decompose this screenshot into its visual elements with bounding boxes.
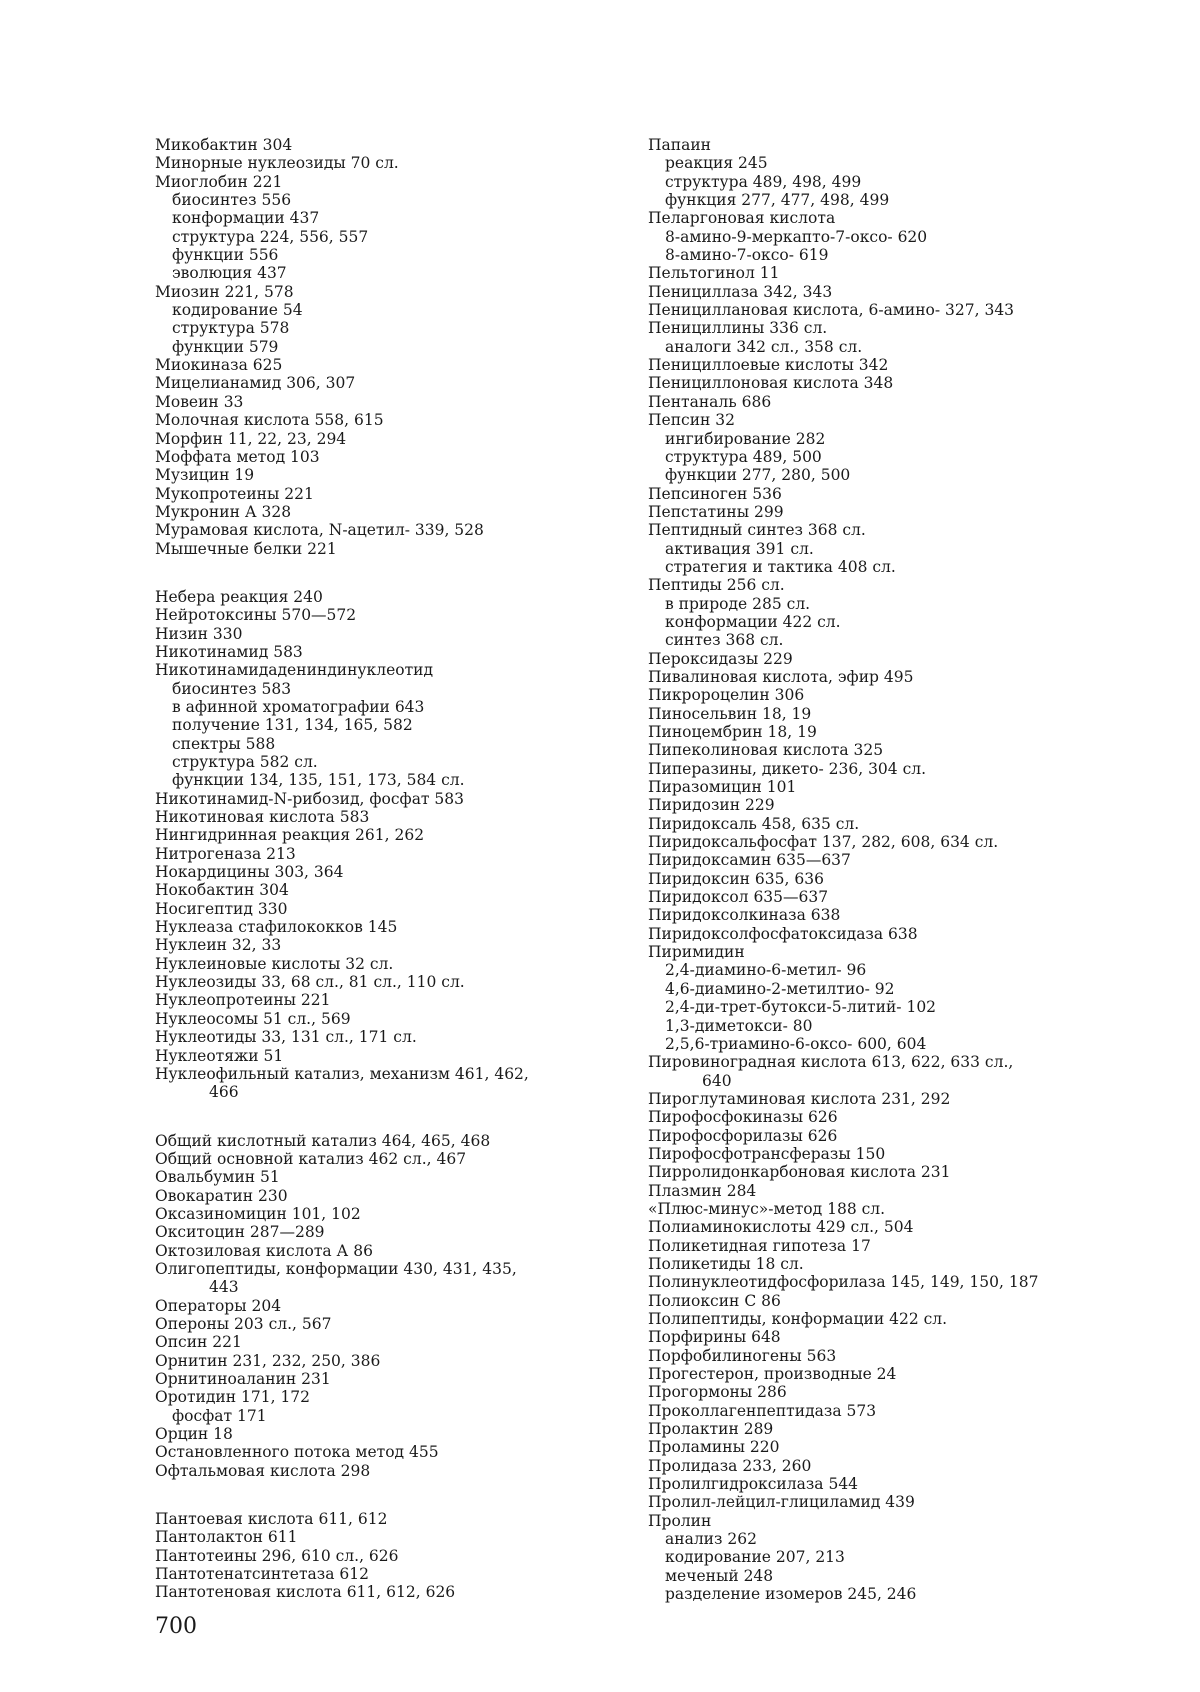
index-subentry: структура 582 сл. bbox=[172, 753, 318, 771]
index-entry: Нуклеозиды 33, 68 сл., 81 сл., 110 сл. bbox=[155, 973, 465, 992]
index-column-right bbox=[648, 136, 1118, 1604]
index-entry: Пиримидин bbox=[648, 943, 745, 962]
index-entry: Пепсиноген 536 bbox=[648, 484, 782, 503]
index-entry: «Плюс-минус»-метод 188 сл. bbox=[648, 1199, 886, 1218]
index-entry: Пантотенатсинтетаза 612 bbox=[155, 1565, 370, 1584]
index-entry: Полипептиды, конформации 422 сл. bbox=[648, 1310, 948, 1328]
index-entry: Офтальмовая кислота 298 bbox=[155, 1461, 371, 1480]
index-entry: Нуклеотяжи 51 bbox=[155, 1046, 284, 1065]
index-entry: Мышечные белки 221 bbox=[155, 539, 337, 558]
index-entry: Пиридоксальфосфат 137, 282, 608, 634 сл. bbox=[648, 833, 999, 852]
index-subentry: спектры 588 bbox=[172, 734, 276, 753]
section-gap bbox=[155, 1480, 615, 1510]
index-entry: Орнитиноаланин 231 bbox=[155, 1370, 331, 1388]
index-subentry: синтез 368 сл. bbox=[665, 631, 784, 650]
index-entry: Пировиноградная кислота 613, 622, 633 сл., bbox=[648, 1053, 1014, 1072]
index-entry: Пролил-лейцил-глициламид 439 bbox=[648, 1493, 915, 1512]
index-subentry: меченый 248 bbox=[665, 1566, 774, 1585]
index-entry: Нуклеаза стафилококков 145 bbox=[155, 918, 398, 937]
index-entry: Нингидринная реакция 261, 262 bbox=[155, 826, 425, 845]
index-subentry: кодирование 207, 213 bbox=[665, 1548, 845, 1567]
index-entry: Общий кислотный катализ 464, 465, 468 bbox=[155, 1131, 491, 1150]
index-entry: Папаин bbox=[648, 136, 711, 154]
index-entry: Опероны 203 сл., 567 bbox=[155, 1314, 332, 1333]
index-entry: Пельтогинол 11 bbox=[648, 264, 780, 283]
index-entry: Низин 330 bbox=[155, 624, 243, 643]
index-subentry: 8-амино-9-меркапто-7-оксо- 620 bbox=[665, 227, 928, 246]
index-entry: Никотиновая кислота 583 bbox=[155, 808, 370, 827]
index-subentry: ингибирование 282 bbox=[665, 429, 826, 448]
index-entry-continuation: 443 bbox=[209, 1278, 239, 1297]
index-entry: Овокаратин 230 bbox=[155, 1186, 288, 1205]
index-subentry: в афинной хроматографии 643 bbox=[172, 697, 425, 716]
index-entry: Пантоевая кислота 611, 612 bbox=[155, 1510, 388, 1529]
index-entry: Пирофосфокиназы 626 bbox=[648, 1108, 838, 1127]
index-entry: Овальбумин 51 bbox=[155, 1168, 280, 1187]
index-subentry: конформации 422 сл. bbox=[665, 612, 841, 631]
index-entry: Носигептид 330 bbox=[155, 899, 288, 918]
index-entry: Пиридозин 229 bbox=[648, 796, 775, 815]
index-entry: Нитрогеназа 213 bbox=[155, 844, 296, 863]
index-subentry: в природе 285 сл. bbox=[665, 594, 811, 613]
index-entry: Пероксидазы 229 bbox=[648, 649, 793, 668]
index-entry: Пироглутаминовая кислота 231, 292 bbox=[648, 1089, 951, 1108]
index-entry: Пантотеновая кислота 611, 612, 626 bbox=[155, 1583, 456, 1602]
index-subentry: 4,6-диамино-2-метилтио- 92 bbox=[665, 979, 895, 998]
index-entry: Нуклеин 32, 33 bbox=[155, 936, 282, 955]
section-gap bbox=[155, 558, 615, 588]
index-entry: Полиаминокислоты 429 сл., 504 bbox=[648, 1218, 914, 1237]
index-entry: Октозиловая кислота А 86 bbox=[155, 1241, 373, 1260]
index-subentry: фосфат 171 bbox=[172, 1406, 267, 1425]
index-subentry: структура 489, 498, 499 bbox=[665, 172, 862, 191]
index-entry: Пипеколиновая кислота 325 bbox=[648, 741, 884, 760]
index-entry: Пептиды 256 сл. bbox=[648, 576, 785, 595]
index-subentry: функции 579 bbox=[172, 337, 279, 356]
index-entry: Прогестерон, производные 24 bbox=[648, 1365, 897, 1384]
index-entry: Молочная кислота 558, 615 bbox=[155, 411, 384, 430]
index-entry: Пепсин 32 bbox=[648, 411, 736, 430]
index-subentry: биосинтез 583 bbox=[172, 679, 292, 698]
index-entry: Орнитин 231, 232, 250, 386 bbox=[155, 1351, 381, 1370]
index-entry: Поликетиды 18 сл. bbox=[648, 1254, 804, 1273]
index-entry: Нуклеофильный катализ, механизм 461, 462, bbox=[155, 1064, 529, 1083]
index-entry: Никотинамид 583 bbox=[155, 642, 303, 661]
index-subentry: получение 131, 134, 165, 582 bbox=[172, 716, 413, 735]
index-entry: Остановленного потока метод 455 bbox=[155, 1443, 439, 1462]
index-subentry: активация 391 сл. bbox=[665, 539, 814, 558]
index-entry: Пиносельвин 18, 19 bbox=[648, 704, 812, 723]
index-entry: Пиперазины, дикето- 236, 304 сл. bbox=[648, 759, 927, 778]
index-entry: Пепстатины 299 bbox=[648, 502, 784, 521]
index-entry: Пентаналь 686 bbox=[648, 392, 772, 411]
index-entry: Пивалиновая кислота, эфир 495 bbox=[648, 667, 914, 686]
index-entry: Пикророцелин 306 bbox=[648, 686, 805, 705]
index-entry: Опсин 221 bbox=[155, 1333, 242, 1352]
index-entry: Нокардицины 303, 364 bbox=[155, 863, 344, 882]
index-entry: Прогормоны 286 bbox=[648, 1383, 787, 1402]
index-entry: Пролидаза 233, 260 bbox=[648, 1456, 812, 1475]
index-entry: Нуклеопротеины 221 bbox=[155, 991, 331, 1010]
index-entry: Проламины 220 bbox=[648, 1438, 780, 1457]
index-subentry: структура 224, 556, 557 bbox=[172, 227, 369, 246]
index-subentry: функции 277, 280, 500 bbox=[665, 466, 851, 485]
index-entry: Пенициллины 336 сл. bbox=[648, 319, 828, 338]
index-entry: Минорные нуклеозиды 70 сл. bbox=[155, 154, 399, 173]
index-entry: Нуклеиновые кислоты 32 сл. bbox=[155, 954, 394, 973]
index-entry: Пролактин 289 bbox=[648, 1420, 774, 1439]
index-entry: Пирролидонкарбоновая кислота 231 bbox=[648, 1163, 951, 1182]
index-subentry: структура 489, 500 bbox=[665, 447, 822, 466]
index-entry: Пиридоксин 635, 636 bbox=[648, 869, 824, 888]
index-entry: Пиноцембрин 18, 19 bbox=[648, 723, 817, 741]
index-entry: Пиридоксолкиназа 638 bbox=[648, 906, 841, 925]
index-entry: Морфин 11, 22, 23, 294 bbox=[155, 429, 347, 448]
index-subentry: разделение изомеров 245, 246 bbox=[665, 1585, 917, 1604]
index-entry: Пиридоксамин 635—637 bbox=[648, 851, 851, 870]
index-subentry: 2,4-ди-трет-бутокси-5-литий- 102 bbox=[665, 998, 937, 1017]
index-subentry: 1,3-диметокси- 80 bbox=[665, 1016, 813, 1035]
index-subentry: функция 277, 477, 498, 499 bbox=[665, 191, 890, 210]
index-entry-continuation: 466 bbox=[209, 1083, 239, 1102]
index-entry: Пирофосфотрансферазы 150 bbox=[648, 1144, 886, 1163]
index-entry: Полинуклеотидфосфорилаза 145, 149, 150, 187 bbox=[648, 1273, 1039, 1292]
index-entry: Музицин 19 bbox=[155, 466, 255, 485]
index-entry: Мовеин 33 bbox=[155, 392, 244, 411]
index-entry: Моффата метод 103 bbox=[155, 447, 320, 466]
index-entry: Оротидин 171, 172 bbox=[155, 1388, 311, 1407]
index-subentry: функции 556 bbox=[172, 246, 279, 265]
index-entry: Проколлагенпептидаза 573 bbox=[648, 1401, 877, 1420]
index-subentry: 8-амино-7-оксо- 619 bbox=[665, 246, 829, 265]
index-subentry: эволюция 437 bbox=[172, 264, 287, 283]
index-entry: Пенициллаза 342, 343 bbox=[648, 282, 833, 301]
index-entry-continuation: 640 bbox=[702, 1071, 732, 1090]
index-entry: Операторы 204 bbox=[155, 1296, 282, 1315]
index-entry: Пантотеины 296, 610 сл., 626 bbox=[155, 1546, 399, 1565]
index-subentry: анализ 262 bbox=[665, 1530, 757, 1549]
index-entry: Микобактин 304 bbox=[155, 136, 293, 154]
index-entry: Нуклеосомы 51 сл., 569 bbox=[155, 1009, 351, 1028]
index-entry: Мурамовая кислота, N-ацетил- 339, 528 bbox=[155, 521, 484, 540]
index-subentry: структура 578 bbox=[172, 319, 290, 338]
index-entry: Общий основной катализ 462 сл., 467 bbox=[155, 1149, 467, 1168]
index-entry: Полиоксин С 86 bbox=[648, 1291, 781, 1310]
index-subentry: 2,5,6-триамино-6-оксо- 600, 604 bbox=[665, 1034, 927, 1053]
index-entry: Оксазиномицин 101, 102 bbox=[155, 1204, 361, 1223]
index-entry: Пенициллоевые кислоты 342 bbox=[648, 356, 889, 375]
index-entry: Орцин 18 bbox=[155, 1425, 233, 1444]
index-entry: Порфирины 648 bbox=[648, 1328, 781, 1347]
index-column-left bbox=[155, 136, 615, 1602]
index-entry: Порфобилиногены 563 bbox=[648, 1346, 837, 1365]
index-entry: Плазмин 284 bbox=[648, 1181, 757, 1200]
index-entry: Пиридоксолфосфатоксидаза 638 bbox=[648, 924, 918, 943]
index-entry: Мукронин А 328 bbox=[155, 502, 292, 521]
index-subentry: функции 134, 135, 151, 173, 584 сл. bbox=[172, 771, 465, 790]
index-entry: Никотинамид-N-рибозид, фосфат 583 bbox=[155, 789, 465, 808]
index-entry: Пантолактон 611 bbox=[155, 1528, 298, 1547]
index-entry: Пиразомицин 101 bbox=[648, 778, 797, 797]
section-gap bbox=[155, 1102, 615, 1132]
index-entry: Нокобактин 304 bbox=[155, 881, 289, 900]
index-entry: Миокиназа 625 bbox=[155, 356, 283, 375]
index-entry: Нейротоксины 570—572 bbox=[155, 606, 357, 625]
index-entry: Никотинамидадениндинуклеотид bbox=[155, 661, 434, 680]
index-entry: Миоглобин 221 bbox=[155, 172, 283, 191]
index-entry: Пирофосфорилазы 626 bbox=[648, 1126, 838, 1145]
index-entry: Окситоцин 287—289 bbox=[155, 1223, 325, 1242]
index-entry: Миозин 221, 578 bbox=[155, 282, 294, 301]
index-entry: Мицелианамид 306, 307 bbox=[155, 374, 356, 393]
index-entry: Мукопротеины 221 bbox=[155, 484, 314, 503]
index-subentry: 2,4-диамино-6-метил- 96 bbox=[665, 961, 867, 980]
index-subentry: биосинтез 556 bbox=[172, 191, 292, 210]
index-entry: Пролин bbox=[648, 1511, 712, 1530]
index-subentry: конформации 437 bbox=[172, 209, 320, 228]
index-entry: Пиридоксаль 458, 635 сл. bbox=[648, 814, 860, 833]
index-entry: Пептидный синтез 368 сл. bbox=[648, 521, 866, 540]
index-subentry: реакция 245 bbox=[665, 154, 768, 173]
index-subentry: аналоги 342 сл., 358 сл. bbox=[665, 337, 863, 356]
index-entry: Пеларгоновая кислота bbox=[648, 209, 836, 228]
index-entry: Олигопептиды, конформации 430, 431, 435, bbox=[155, 1259, 517, 1278]
index-entry: Пенициллановая кислота, 6-амино- 327, 343 bbox=[648, 301, 1015, 320]
index-entry: Поликетидная гипотеза 17 bbox=[648, 1236, 871, 1255]
index-entry: Пенициллоновая кислота 348 bbox=[648, 374, 894, 393]
index-subentry: стратегия и тактика 408 сл. bbox=[665, 557, 896, 576]
index-entry: Нуклеотиды 33, 131 сл., 171 сл. bbox=[155, 1028, 417, 1047]
index-subentry: кодирование 54 bbox=[172, 301, 303, 320]
page-number: 700 bbox=[155, 1614, 197, 1639]
index-entry: Пиридоксол 635—637 bbox=[648, 888, 829, 907]
index-entry: Небера реакция 240 bbox=[155, 587, 323, 606]
index-entry: Пролилгидроксилаза 544 bbox=[648, 1475, 859, 1494]
